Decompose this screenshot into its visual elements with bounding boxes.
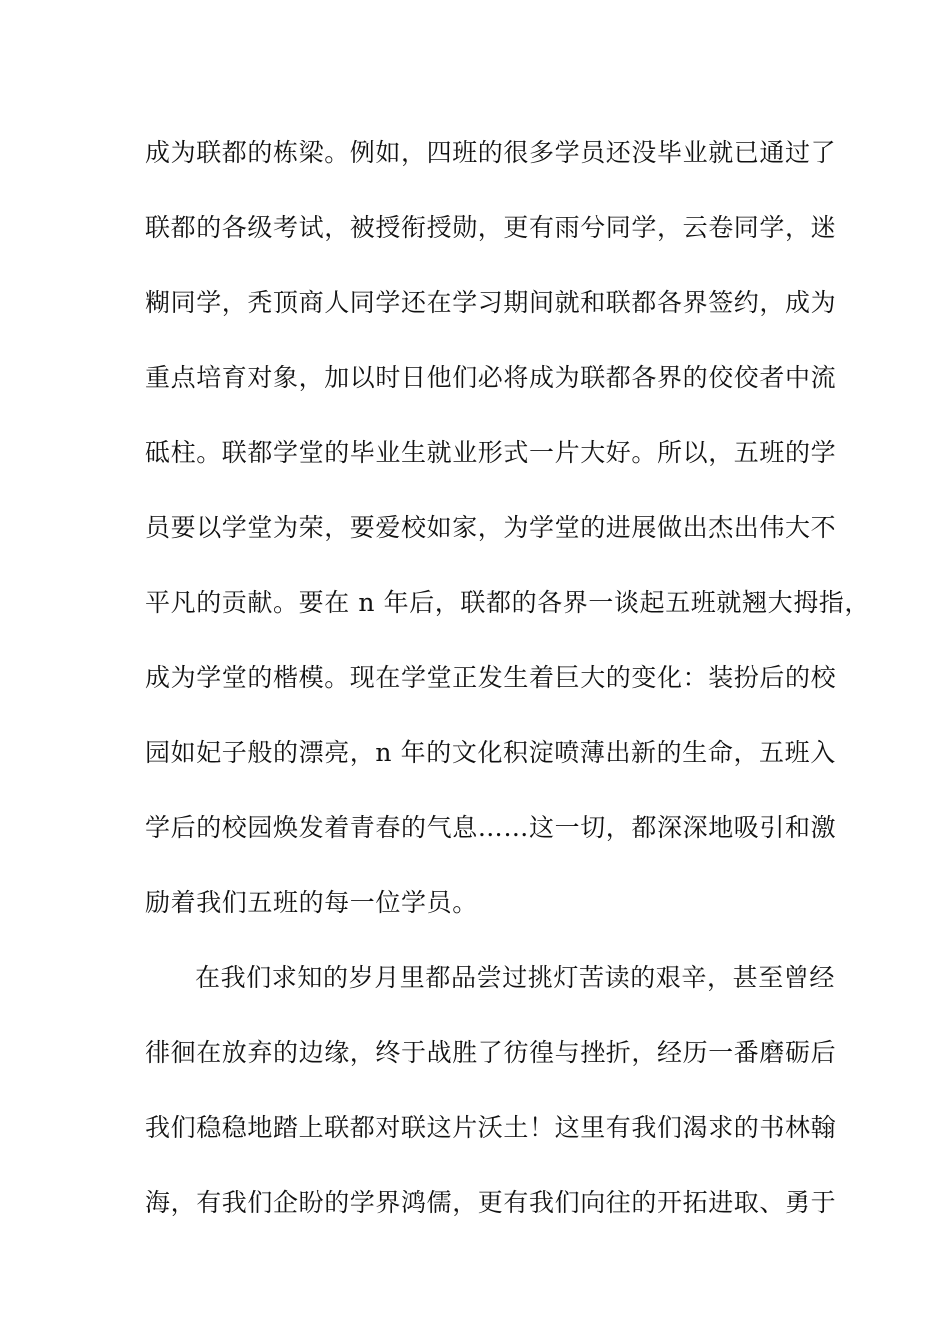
text-line: 我们稳稳地踏上联都对联这片沃土！这里有我们渴求的书林翰 <box>145 1113 837 1142</box>
text-line: 海，有我们企盼的学界鸿儒，更有我们向往的开拓进取、勇于 <box>145 1188 837 1217</box>
text-line: 砥柱。联都学堂的毕业生就业形式一片大好。所以，五班的学 <box>145 438 837 467</box>
text-line: 成为联都的栋梁。例如，四班的很多学员还没毕业就已通过了 <box>145 138 837 167</box>
document-body <box>145 128 870 1253</box>
text-line: 徘徊在放弃的边缘，终于战胜了彷徨与挫折，经历一番磨砺后 <box>145 1038 837 1067</box>
text-line: 员要以学堂为荣，要爱校如家，为学堂的进展做出杰出伟大不 <box>145 513 837 542</box>
text-line: 励着我们五班的每一位学员。 <box>145 888 478 917</box>
text-line: 联都的各级考试，被授衔授勋，更有雨兮同学，云卷同学，迷 <box>145 213 837 242</box>
text-line: 学后的校园焕发着青春的气息……这一切，都深深地吸引和激 <box>145 813 837 842</box>
text-line: 糊同学，秃顶商人同学还在学习期间就和联都各界签约，成为 <box>145 288 837 317</box>
text-line: 园如妃子般的漂亮，n 年的文化积淀喷薄出新的生命，五班入 <box>145 738 836 767</box>
text-line: 平凡的贡献。要在 n 年后，联都的各界一谈起五班就翘大拇指， <box>145 588 870 617</box>
paragraph-first-line: 在我们求知的岁月里都品尝过挑灯苦读的艰辛，甚至曾经 <box>195 963 836 992</box>
text-line: 重点培育对象，加以时日他们必将成为联都各界的佼佼者中流 <box>145 363 837 392</box>
text-line: 成为学堂的楷模。现在学堂正发生着巨大的变化：装扮后的校 <box>145 663 837 692</box>
